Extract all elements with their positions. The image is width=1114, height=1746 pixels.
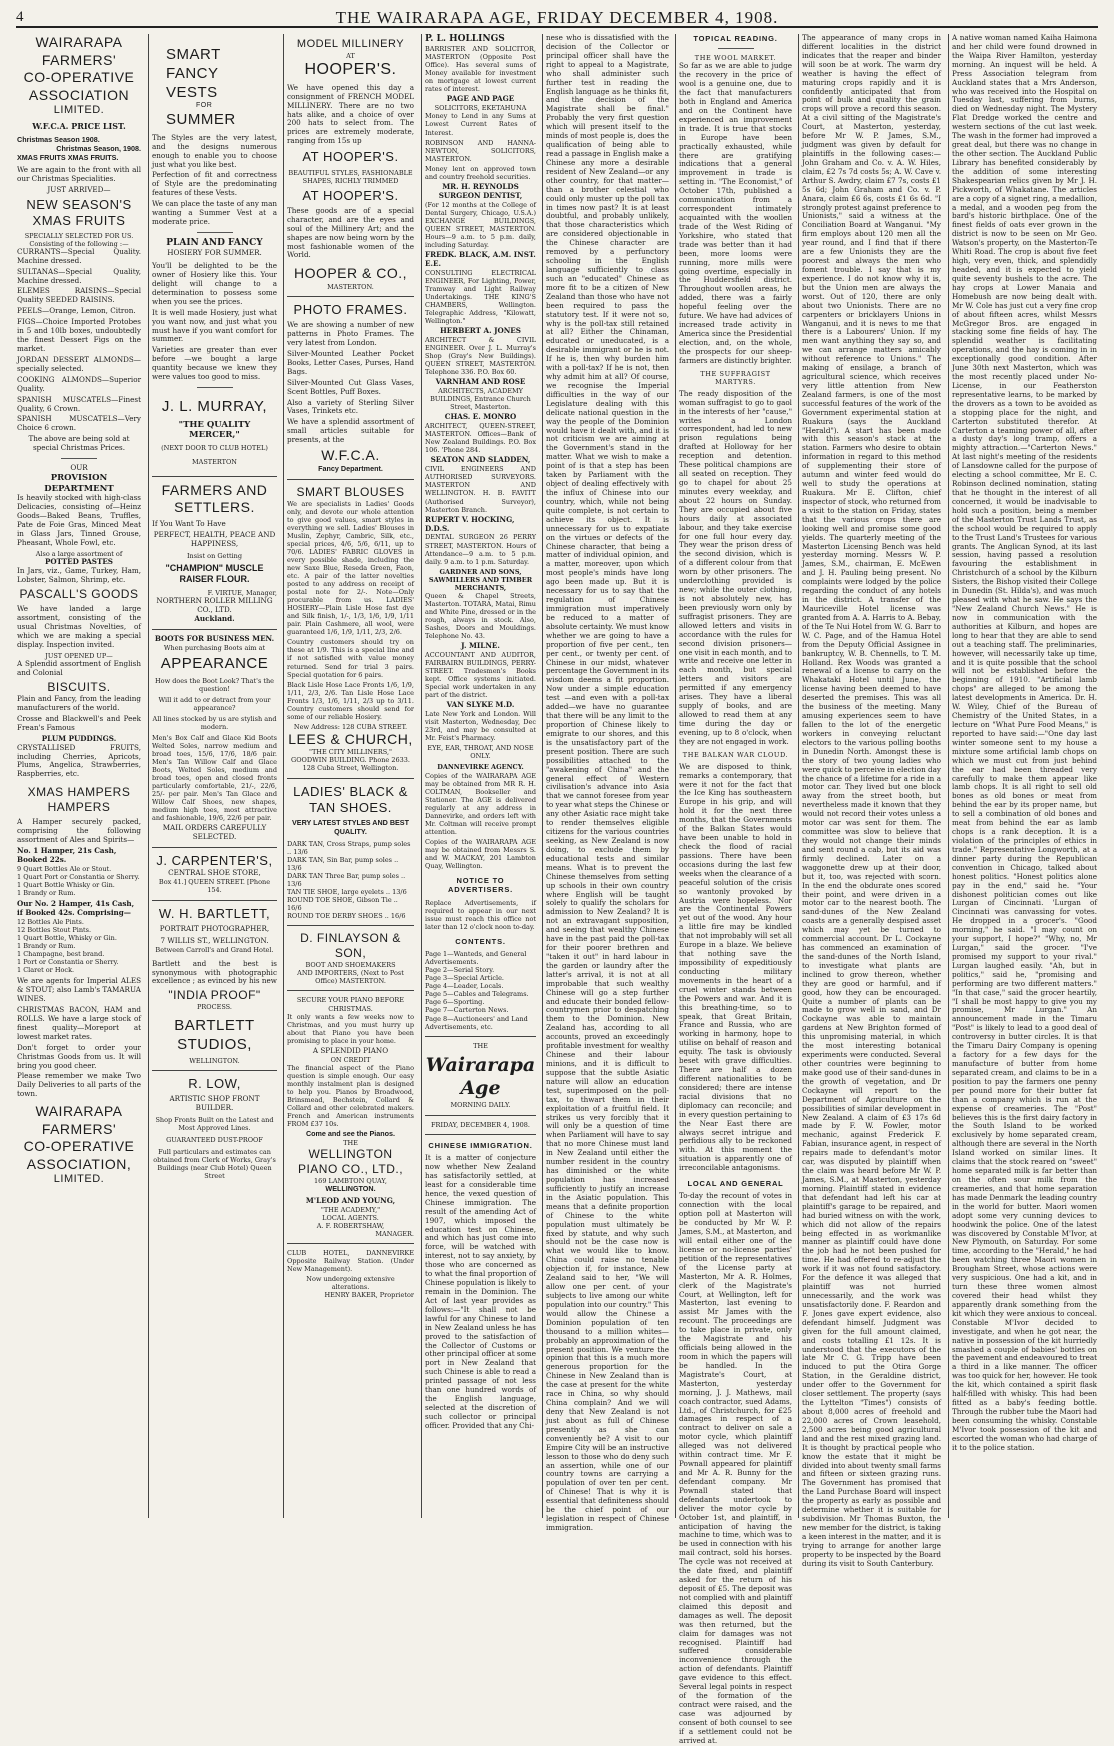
if-want: If You Want To Have bbox=[152, 518, 226, 528]
manager-line: MANAGER. bbox=[375, 1230, 414, 1239]
vests-text: The Styles are the very latest, and the designs numerous enough to enable you to choose just what you like best. bbox=[152, 132, 277, 169]
just-arrived: JUST ARRIVED— bbox=[47, 185, 111, 195]
biscuits-heading: BISCUITS. bbox=[47, 679, 111, 694]
jones-text: ARCHITECT & CIVIL ENGINEER. Over J. L. Murray's Shop (Gray's New Buildings). QUEEN STREET, MASTERTON. Telephone 336. P.O. Box 60. bbox=[425, 336, 536, 377]
best-text: Bartlett and the best is synonymous with photographic excellence ; as evinced by his new bbox=[152, 958, 277, 986]
paper-title: Wairarapa Age bbox=[425, 1053, 536, 1100]
hamper-item: 1 Champagne, best brand. bbox=[17, 950, 105, 959]
our-line: OUR bbox=[70, 463, 88, 473]
price-list-heading: W.F.C.A. PRICE LIST. bbox=[32, 120, 126, 131]
these-text: These goods are of a special character, and are the eyes and soul of the Millinery Art; and the shapes are now being worn by the most fashionable women of the World. bbox=[287, 205, 414, 260]
fruit-item: PEELS—Orange, Lemon, Citron. bbox=[17, 306, 136, 316]
hoopers-heading: HOOPER'S. bbox=[304, 60, 397, 78]
topical-heading: TOPICAL READING. bbox=[693, 34, 778, 43]
deliveries-text: Please remember we make Two Daily Deliveries to all parts of the town. bbox=[17, 1071, 141, 1099]
hamper-item: 12 Bottles Ale Pints. bbox=[17, 917, 84, 926]
org-line: ASSOCIATION, bbox=[26, 1155, 132, 1172]
fruit-item: COOKING ALMONDS—Superior Quality. bbox=[17, 374, 141, 393]
boot-makers: BOOT AND SHOEMAKERS bbox=[305, 961, 396, 970]
hollings-heading: P. L. HOLLINGS bbox=[425, 34, 505, 44]
divider bbox=[152, 847, 277, 848]
hamper-no2-list bbox=[17, 918, 141, 974]
column-leader bbox=[542, 33, 672, 1532]
plum-heading: PLUM PUDDINGS. bbox=[41, 733, 117, 743]
carpenter-heading: J. CARPENTER'S, bbox=[156, 853, 273, 869]
xmas-fruits-line: XMAS FRUITS XMAS FRUITS. bbox=[17, 152, 119, 162]
insist-line: Insist on Getting bbox=[186, 551, 243, 560]
fruit-item: SULTANAS—Special Quality, Machine dressed. bbox=[17, 266, 141, 285]
carpenter-address: Box 41.] QUEEN STREET. [Phone 154. bbox=[158, 878, 271, 895]
robinson-text: Money lent on approved town and country freehold securities. bbox=[425, 164, 536, 181]
hamper-item: 1 Brandy or Rum. bbox=[17, 942, 76, 951]
hollings-text: BARRISTER AND SOLICITOR, MASTERTON (Opposite Post Office). Has several sums of Money available for investment on mortgage at lowest current rates of interest. bbox=[425, 45, 536, 94]
local-agents: LOCAL AGENTS. bbox=[322, 1214, 379, 1223]
divider bbox=[718, 48, 754, 49]
contents-item: Page 4—Leader, Locals. bbox=[425, 982, 504, 991]
hosiery-heading: HOSIERY FOR SUMMER. bbox=[167, 248, 262, 258]
local-heading: LOCAL AND GENERAL bbox=[687, 1179, 784, 1189]
virtue-line: F. VIRTUE, Manager, bbox=[207, 589, 277, 598]
next-door: (NEXT DOOR TO CLUB HOTEL) bbox=[161, 443, 268, 452]
pascall-heading: PASCALL'S GOODS bbox=[19, 587, 139, 602]
ladies-shoes-heading: LADIES' BLACK & TAN SHOES. bbox=[293, 783, 408, 815]
wool-heading: THE WOOL MARKET. bbox=[694, 54, 777, 63]
shoe-item: TAN TIE SHOE, large eyelets .. 13/6 bbox=[287, 888, 407, 897]
page-text: SOLICITORS, EKETAHUNA bbox=[434, 104, 527, 113]
between-line: Between Carroll's and Grand Hotel. bbox=[155, 945, 274, 954]
dannevirke-text: Copies of the WAIRARAPA AGE may be obtained from MR R. H. COLTMAN, Bookseller and Stationer. The AGE is delivered regularly at any address in Dannevirke, and orders left with Mr. Coltman will receive prompt attention. bbox=[425, 771, 536, 836]
selected-line: SPECIALLY SELECTED FOR US. bbox=[24, 231, 134, 240]
hamper-item: 1 Claret or Hock. bbox=[17, 966, 75, 975]
season-line: Christmas Season 1908. bbox=[17, 134, 100, 144]
column-ads-2 bbox=[148, 34, 280, 1518]
newspaper-title: THE WAIRARAPA AGE, FRIDAY DECEMBER 4, 1908. bbox=[335, 8, 779, 27]
hosiery-text: You'll be delighted to be the owner of Hosiery like this. Your delight will change to a determination to possess some when you see the prices. bbox=[152, 261, 277, 306]
murray-town: MASTERTON bbox=[191, 457, 237, 466]
divider bbox=[197, 232, 233, 233]
monro-text: ARCHITECT, QUEEN-STREET, MASTERTON. Offices—Bank of New Zealand Buildings. P.O. Box 106. 'Phone 284. bbox=[425, 422, 536, 455]
crosse-text: Crosse and Blackwell's and Peek Frean's Famous bbox=[17, 713, 141, 732]
beautiful-line: BEAUTIFUL STYLES, FASHIONABLE SHAPES, RICHLY TRIMMED bbox=[288, 168, 413, 185]
dannevirke-heading: DANNEVIRKE AGENCY. bbox=[437, 763, 524, 772]
baker-line: HENRY BAKER, Proprietor bbox=[324, 1291, 414, 1300]
org-line: FARMERS' bbox=[41, 1120, 117, 1137]
slyke-text: Late New York and London. Will visit Masterton, Wednesday, Dec 23rd, and may be consulted at Mr. Feist's Pharmacy. bbox=[425, 710, 536, 743]
health-line: PERFECT, HEALTH, PEACE AND HAPPINESS, bbox=[153, 529, 276, 548]
reynolds-heading: MR. H. REYNOLDS SURGEON DENTIST, bbox=[438, 181, 523, 200]
robertshaw-line: A. F. ROBERTSHAW, bbox=[316, 1222, 385, 1231]
purchasing-line: When purchasing Boots aim at bbox=[163, 643, 266, 652]
balkan-heading: THE BALKAN WAR CLOUD. bbox=[682, 750, 789, 759]
opened-text: We have opened this day a consignment of FRENCH MODEL MILLINERY. There are no two hats alike, and a choice of over 200 hats to select from. The prices are extremely moderate, ranging from 15s up bbox=[287, 82, 414, 146]
at-hoopers-2: AT HOOPER'S. bbox=[302, 187, 399, 203]
the-line: THE bbox=[343, 1139, 358, 1148]
black-heading: FREDK. BLACK, A.M. INST. E.E. bbox=[425, 249, 536, 268]
finlayson-heading: D. FINLAYSON & SON, bbox=[300, 931, 401, 961]
divider bbox=[61, 458, 97, 459]
divider bbox=[152, 629, 277, 630]
biscuits-text: Plain and Fancy, from the leading manufacturers of the world. bbox=[17, 693, 141, 712]
wool-text: So far as we are able to judge the recovery in the price of wool is a genuine one, due to the fact that manufacturers both in England and America and on the Continent have experienced an improvement in trade. It is true that stocks in Europe have been practically exhausted, while there are gratifying indications that a general improvement in trade is setting in. "The Economist," of October 17th, published a communication from a correspondent intimately acquainted with the woollen trade of the West Riding of Yorkshire, who stated that trade was better than it had been, more looms were running, more mills were going overtime, especially in the Huddersfield district. Throughout woollen areas, he added, there was a fairly hopeful feeling over the future. We have had advices of increased trade activity in America since the Presidential election, and, on the whole, the prospects for our sheep-farmers are distinctly brighter. bbox=[679, 61, 792, 365]
vests-heading bbox=[152, 46, 277, 130]
varieties-text: Varieties are greater than ever before —we bought a large quantity because we knew they were values too good to miss. bbox=[152, 345, 277, 382]
shoe-item: DARK TAN, Sin Bar, pump soles .. 13/6 bbox=[287, 855, 399, 873]
balkan-text: We are disposed to think, remarks a contemporary, that were it not for the fact that the Ice King has southeastern Europe in his grip, and will hold it for the next three months, that the Governments of the Balkan States would have been unable to hold in check the flood of racial passions. There have been occasions during the last few weeks when the clearance of a peaceful solution of the crisis so wantonly provoked by Austria were hopeless. Nor are the Continental Powers yet out of the wood. Any hour a little fire may be kindled that not improbably will set all Europe in a blaze. We believe that nothing save the impossibility of expeditiously conducting military movements in the heart of a cruel winter stands between the Powers and war. And it is this breathing-time, so to speak, that Great Britain, France and Russia, who are working in harmony, hope to utilise on behalf of reason and equity. The task is obviously beset with grave difficulties. There are half a dozen different nationalities to be considered; there are intense racial divisions that no diplomacy can reconcile; and in every question pertaining to the Near East there are always secret intrigue and perfidious ally to be reckoned with. At this moment the situation is apparently one of irreconcilable antagonisms. bbox=[679, 761, 792, 1173]
divider bbox=[287, 1243, 414, 1244]
milne-text: ACCOUNTANT AND AUDITOR, FAIRBAIRN BUILDINGS, PERRY-STREET. Tradesmen's Books kept. Office systems initiated. Special work undertaken in any part of the district. bbox=[425, 650, 536, 700]
column-local-news bbox=[798, 33, 944, 1568]
at-line: AT bbox=[346, 51, 355, 60]
column-professional-cards bbox=[421, 34, 539, 1518]
column-local-news-2 bbox=[948, 34, 1100, 1518]
hosiery-text2: It is well made Hosiery, just what you want now, and just what you must have if you want comfort for summer. bbox=[152, 307, 277, 344]
contents-item: Page 8—Auctioneers' and Land Advertisements, etc. bbox=[425, 1014, 528, 1031]
contents-item: Page 3—Special Article. bbox=[425, 974, 504, 983]
fruit-item: The above are being sold at special Christmas Prices. bbox=[28, 434, 130, 453]
hamper-item: 1 Quart Bottle, Whisky or Gin. bbox=[17, 934, 117, 942]
vests-line: VESTS bbox=[166, 83, 218, 101]
fruit-item: SPANISH MUSCATELS—Finest Quality, 6 Crown. bbox=[17, 394, 141, 413]
local-news-text: The appearance of many crops in different localities in the district indicates that the reaper and binder will soon be at work. The warm dry weather is having the effect of maturing crops rapidly and it is confidently anticipated that from point of bulk and quality the grain crops will prove a record this season. At a civil sitting of the Magistrate's Court, at Masterton, yesterday, before Mr W. P. James, S.M., judgment was given by default for plaintiffs in the following cases:—John Graham and Co. v. A. W. Hiles, claim, £2 7s 7d costs 5s; A. W. Cave v. Arthur S. Awdry, claim £7 7s, costs £1 5s 6d; John Graham and Co. v. P. Anara, claim £6 6s, costs £1 6s 6d. "I strongly protest against preference to Unionists," said a witness at the Conciliation Board at Wanganui. "My firm employs about 120 men all the year round, and I find that if there are a few Unionists they are the poorest and always the men who foment trouble. I say that is my experience. I do not know why it is, but the Union men are always the worst. Out of 120, there are only about two Unionists. There are no carpenters or bricklayers Unions in Wanganui, and it is news to me that there is a Labourers' Union. If my men want anything they say so, and we can arrange matters amicably without reference to Unions." The making of ensilage, a branch of agricultural science, which receives very little attention from New Zealand farmers, is one of the most successful features of the work of the Government experimental station at Ruakura (says the Auckland "Herald"). A start has been made with this season's stack at the station. Farmers who desire to obtain information in regard to this method of supplementing their store of autumn and winter feed would do well to study the operations at Ruakura. Mr E. Clifton, chief inspector of stock, who returned from a visit to the station on Friday, states that the various crops there are looking well and promise some good yields. The quarterly meeting of the Masterton Licensing Bench was held yesterday morning. Messrs W. P. James, S.M., chairman, E. McEwen and J. H. Pauling being present. No complaints were lodged by the police regarding the conduct of any hotels in the district. A transfer of the Mauriceville Hotel license was granted from A. A. Harris to A. Bebay, of the Te Nui Hotel from W. G. Barr to W. C. Page, and of the Hamua Hotel from the Deputy Official Assignee in bankruptcy, W. B. Chennells, to T. M. Holland. Rex Woods was granted a renewal of a license to carry on the Whakataki Hotel until June, the license having been deemed to have deserted the premises. This was all the business of the meeting. Many amusing experiences seem to have fallen to the lot of the energetic workers in conveying reluctant electors to the various polling booths in Dunedin North. Amongst these is the story of two young ladies who were quick to perceive in election day the chance of a lifetime for a ride in a motor car. They lived but one block away from the street booth, but nevertheless made it known that they would not record their votes unless a motor car was sent for them. The committee was slow to believe that they would not change their minds and sent round a cab, but its aid was firmly declined. Later on a waggonette drew up at their door, but it, too, was rejected with scorn. In the end the obdurate ones scored their point, and were driven in a motor car to the nearest booth. The sand-dunes of the New Zealand coasts are a generally despised asset which may yet be turned to commercial account. Dr L. Cockayne has commenced an examination of the sand-dunes of the North Island, to investigate what plants are inclined to grow thereon, whether they are good or harmful, and if good, how they can be encouraged. Quite a number of plants can be made to grow well in sand, and Dr Cockayne was able to maintain gardens at New Brighton formed of this unpromising material, in which the most interesting botanical experiments were conducted. Several other countries were beginning to make good use of their sand-dunes in the growth of vegetation, and Dr Cockayne will report to the Department of Agriculture on the possibilities of similar development in New Zealand. A claim of £3 17s 6d made by F. W. Fowler, motor mechanic, against Frederick F. Fabian, insurance agent, in respect of repairs made to defendant's motor car, was disputed by plaintiff when the claim was heard before Mr W. P. James, S.M., at Masterton, yesterday morning. Plaintiff stated in evidence that defendant had left his car at plaintiff's garage to be repaired, and had buried witness on with the work, which did not allow of the repairs being effected in as workmanlike manner as plaintiff could have done the job had he not been pushed for time. He had offered to re-adjust the work if it was not found satisfactory. For the defence it was alleged that plaintiff was not hurried unnecessarily, and the work was unsatisfactorily done. F. Reardon and F. Jones gave expert evidence, also defendant himself. Judgment was given for the full amount claimed, and costs totalling £1 12s. It is understood that the executors of the late Mr C. G. Tripp have been induced to put the Otira Gorge Station, in the Geraldine district, under offer to the Government for closer settlement. The property (says the Lyttelton "Times") consists of about 8,000 acres of freehold and 22,000 acres of Crown leasehold, 2,500 acres being good agricultural land and the rest mixed grazing land. It is thought by practical people who know the estate that it might be divided into about twenty small farms and fifteen or sixteen grazing runs. The Government has promised that the Land Purchase Board will inspect the property as early as possible and determine whether it is suitable for subdivision. Mr Thomas Buxton, the new member for the district, is taking a keen interest in the matter, and it is trying to arrange for another large property to be inspected by the Board during its visit to South Canterbury. bbox=[802, 33, 941, 1568]
artistic-line: ARTISTIC SHOP FRONT BUILDER. bbox=[169, 1094, 260, 1113]
leader-text: It is a matter of conjecture now whether New Zealand has satisfactorily settled, at least for a considerable time hence, the vexed question of Chinese immigration. The result of the amending Act of 1907, which imposed the education test on Chinese, and which has just come into force, will be watched with interest, not to say anxiety, by those who are concerned as to what the final proportion of Chinese population is likely to remain in the Dominion. The Act of last year provides as follows:—"It shall not be lawful for any Chinese to land in New Zealand unless he has proved to the satisfaction of the Collector of Customs or other principal officer at some port in New Zealand that such Chinese is able to read a printed passage of not less than one hundred words of the English language, selected at the discretion of such collector or principal officer. Provided that any Chi- bbox=[425, 1153, 536, 1430]
pascall-text: We have landed a large assortment, consisting of the usual Christmas Novelties, of which we are making a special display. Inspection invited. bbox=[17, 604, 141, 650]
robinson: ROBINSON AND HANNA-NEWTON, SOLICITORS, MASTERTON. bbox=[425, 138, 536, 163]
secure-heading: SECURE YOUR PIANO BEFORE CHRISTMAS. bbox=[296, 996, 405, 1013]
contents-item: Page 7—Carterton News. bbox=[425, 1006, 509, 1015]
suffragist-heading: THE SUFFRAGIST MARTYRS. bbox=[700, 369, 771, 386]
chinese-heading: CHINESE IMMIGRATION. bbox=[428, 1140, 533, 1150]
column-wfca-ad bbox=[14, 34, 144, 1518]
reynolds-text: (For 12 months at the College of Dental Surgery, Chicago, U.S.A.) EXCHANGE BUILDINGS, QUEEN STREET, MASTERTON. Hours—9 a.m. to 5 p.m. daily, including Saturday. bbox=[425, 200, 536, 249]
varnham-text: ARCHITECTS, ACADEMY BUILDINGS, Entrance Church Street, Masterton. bbox=[430, 387, 531, 412]
divider bbox=[152, 476, 277, 477]
org-line: FARMERS' bbox=[41, 51, 117, 68]
studios-heading: BARTLETT STUDIOS, bbox=[174, 1017, 255, 1054]
shop-fronts: Shop Fronts Built on the Latest and Most Approved Lines. bbox=[155, 1116, 274, 1133]
shoe-item: ROUND TOE SHOE, Gibson Tie .. 16/6 bbox=[287, 896, 398, 913]
org-line: LIMITED. bbox=[53, 1173, 105, 1186]
blouses-text: We are specialists in Ladies' Goods only, and devote our whole attention to give good values, smart styles in everything we sell. Ladies' Blouses in Muslin, Zephyr, Cambric, Silk, etc., special prices, 4/6, 5/6, 6/11, up to 70/6. LADIES' FABRIC GLOVES in every possible shade, including the new Saxe Blue, Reseda Green, Faon, etc. A pair of the latter novelties posted to any address on receipt of postal note for 2/-. Note—Only procurable from us. LADIES' HOSIERY—Plain Lisle Hose fast dye and Silk finish, 1/-, 1/3, 1/6, 1/9, 1/11 pair. Plain Cashmere, all wool, were guaranteed 1/6, 1/9, 1/11, 2/3, 2/6. bbox=[287, 499, 414, 637]
vests-line: SMART bbox=[166, 46, 221, 63]
wellington-line: WELLINGTON. bbox=[189, 1056, 240, 1065]
issue-date: FRIDAY, DECEMBER 4, 1908. bbox=[431, 1120, 530, 1129]
suffragist-text: The ready disposition of the woman suffragist to go to gaol in the interests of her "cause," writes a London correspondent, had led to new prison regulations being drafted at Holloway for her reception and detention. These political champions are all seated on reception. They go to chapel for about 25 minutes every weekday, and about 22 hours on Sunday. They are occupied about five hours daily at associated labour, and they take exercise for one full hour every day. They wear the prison dress of the second division, which is of a different colour from that worn by other prisoners. The underclothing provided is new; while the outer clothing, is not absolutely new, has been previously worn only by suffragist prisoners. They are allowed letters and visits in accordance with the rules for second division prisoners—one visit in each month, and to write and receive one letter in each month, but special letters and visitors are permitted if any emergency arises. They have a liberal supply of books, and are allowed to read them at any time during the day or evening, up to 8 o'clock, when they are not engaged in work. bbox=[679, 388, 792, 746]
process-line: PROCESS. bbox=[197, 1003, 232, 1012]
vests-line: SUMMER bbox=[166, 111, 236, 128]
org-line: WAIRARAPA bbox=[35, 1103, 123, 1120]
org-name bbox=[17, 34, 141, 118]
contents-list bbox=[425, 950, 536, 1030]
divider bbox=[152, 900, 277, 901]
shoe-list bbox=[287, 840, 414, 920]
masthead bbox=[16, 6, 1098, 28]
hamper-no1: No. 1 Hamper, 21s Cash, Booked 22s. bbox=[17, 846, 117, 864]
bartlett-heading: W. H. BARTLETT, bbox=[158, 905, 271, 921]
leader-continued: nese who is dissatisfied with the decision of the Collector or principal officer shall have the right to appeal to a Magistrate, who shall administer such further test in reading the English language as he thinks fit, and the decision of the Magistrate shall be final." Probably the very first question which will present itself to the minds of most people is, does the qualification of being able to read a passage in English make a Chinese any more a desirable resident of New Zealand—or any other country, for that matter—than a brother celestial who could only muster up the poll tax in times now past? It is at least doubtful, and probably unlikely, that those characteristics which are considered objectionable in the Chinese character are removed by a perfunctory schooling in the English language sufficiently to class such an "educated" Chinese as more fit to be a citizen of New Zealand than those who have not been required to pass the statutory test. If it were not so, why is the poll-tax still retained at all? Either the Chinaman, educated or uneducated, is a desirable immigrant or he is not. If he is, then why burden him with a poll-tax? If he is not, then why admit him at all? Of course, we recognise the Imperial difficulties in the way of our Legislature dealing with this delicate national question in the way the people of the Dominion would have it dealt with, and it is not criticism we are aiming at the Government's stand in the matter. What we wish to make a point of is that a step has been taken by Parliament with the object of dealing effectively with the influx of Chinese into our country, which, while not being quite complete, is not certain to achieve its object. It is unnecessary for us to expatiate on the virtues or defects of the Chinese character, that being a matter of individual opinion, and a matter, moreover, upon which most people's minds have long ago been made up. But it is necessary for us to say that the regulation of Chinese immigration must imperatively be reduced to a matter of absolute certainty. We must know whether we are going to have a proportion of five per cent., ten per cent., or twenty per cent. of Chinese in our midst, whatever percentage the Government in its wisdom deems a fit proportion. Now under a simple education test —and even with a poll-tax added—we have no guarantee that there will be any limit to the proportion of Chinese likely to emigrate to our shores, and this is the unsatisfactory part of the present position. There are such possibilities attached to the "awakening of China" and the general effect of Western civilisation's advance into Asia that we cannot foresee from year to year what steps the Chinese or any other Asiatic race might take to render themselves eligible citizens for the various countries seeking, as New Zealand is now doing, to exclude them by educational tests and similar means. What is to prevent the Chinese themselves from setting up schools in their own country where English will be taught solely to qualify the scholars for admission to New Zealand? It is not an extravagant supposition, and seeing that wealthy Chinese have in the past paid the poll-tax for their poorer brethren and "taken it out" in hard labour in the garden or laundry after the latter's arrival, it is not at all improbable that such wealthy Chinese will go a step further and educate their bonded fellow-countrymen prior to despatching them to the Dominion. New Zealand has, according to all accounts, proved an exceedingly profitable investment for wealthy Chinese and their labour minions, and it is difficult to suppose that the subtle Asiatic nature will allow an education test, superimposed on the poll-tax, to thwart them in their exploitation of a fruitful field. It strikes us very forcibly that it will only be a question of time when Parliament will have to say that no more Chinese must land in New Zealand until either the number resident in the country has diminished or the white population has increased sufficiently to justify an increase in the Asiatic population. This means that a definite proportion of Chinese to the white population must ultimately be fixed by statute, and why such should not be the case now is what we would like to know. China could raise no tenable objection if, for instance, New Zealand said to her, "We will allow one per cent. of your subjects to live among our white population into our country." This would allow the Chinese a Dominion population of ten thousand to a million whites—probably an approximation of the present position. We venture the opinion that this is a much more generous proportion for the Chinese in New Zealand than is the case at present for the white race in China, so why should China complain? And we will deny that New Zealand is not just about as full of Chinese presently as she can conveniently be? A visit to our Empire City will be an instructive lesson to those who do deny such an assertion, while one of our country towns are carrying a population of over ten per cent. of Chinese! That is why it is essential that definiteness should be the chief point of our legislation in respect of Chinese immigration. bbox=[546, 33, 669, 1532]
notice-heading: NOTICE TO ADVERTISERS. bbox=[447, 876, 514, 895]
org-line: CO-OPERATIVE bbox=[23, 1138, 135, 1155]
jones-heading: HERBERT A. JONES bbox=[440, 326, 521, 336]
farmers-heading: FARMERS AND SETTLERS. bbox=[161, 481, 268, 516]
local-text: To-day the recount of votes in connection with the local option poll at Masterton will be conducted by Mr W. P. James, S.M., at Masterton, and will entail either one of the license or no-license parties' petition of the representatives of the License party at Masterton, Mr A. R. Holmes, clerk of the Magistrate's Court, at Wellington, left for Masterton, last evening to assist Mr James with the recount. The proceedings are to take place in private, only the Magistrate and his officials being allowed in the room in which the papers will be handled. In the Magistrate's Court, at Masterton, yesterday morning, J. J. Mathews, mail coach contractor, sued Adams, Ltd., of Christchurch, for £25 damages in respect of a contract to deliver on sale a motor cycle, which plaintiff alleged was not delivered within contract time. Mr F. Pownall appeared for plaintiff and Mr A. R. Bunny for the defendant company. Mr Pownall stated that defendants undertook to deliver the motor cycle by October 1st, and plaintiff, in anticipation of having the machine to time, which was to be used in connection with his mail contract, sold his horses. The cycle was not received at the date fixed, and plaintiff asked for the return of his deposit of £5. The deposit was not complied with and plaintiff claimed this deposit and damages as well. The deposit was then returned, but the claim for damages was not recognised. Plaintiff had suffered considerable inconvenience through the action of defendants. Plaintiff gave evidence to this effect. Several legal points in respect of the formation of the contract were raised, and the case was adjourned by consent of both counsel to see if a settlement could not be arrived at. bbox=[679, 1191, 792, 1745]
page-money: Money to Lend in any Sums at Lowest Current Rates of Interest. bbox=[425, 112, 536, 137]
contents-item: Page 2—Serial Story. bbox=[425, 966, 495, 975]
mail-orders: MAIL ORDERS CAREFULLY SELECTED. bbox=[162, 823, 267, 842]
hamper-no2: Our No. 2 Hamper, 41s Cash, if Booked 42s. Comprising— bbox=[17, 899, 135, 917]
fruit-list bbox=[17, 248, 141, 453]
hooper-co: HOOPER & CO., bbox=[293, 265, 408, 282]
hooper-town: MASTERTON. bbox=[327, 282, 374, 291]
hamper-item: 1 Quart Bottle Whisky or Gin. bbox=[17, 880, 115, 889]
divider bbox=[197, 387, 233, 388]
shoe-item: DARK TAN Three Bar, pump soles .. 13/6 bbox=[287, 872, 406, 889]
page-heading: PAGE AND PAGE bbox=[446, 94, 515, 104]
agents-text: We are agents for Imperial ALES & STOUT; also Lamb's TAMARUA WINES. bbox=[17, 976, 141, 1004]
contents-heading: CONTENTS. bbox=[455, 936, 506, 946]
appearance-heading: APPEARANCE bbox=[160, 654, 269, 672]
quality-mercer: "THE QUALITY MERCER," bbox=[178, 419, 251, 441]
hamper-item: 1 Port or Constantia or Sherry. bbox=[17, 958, 119, 967]
photo-text: We are showing a number of new patterns in Photo Frames. The very latest from London. bbox=[287, 320, 414, 348]
hamper-item: 1 Quart Port or Constantia or Sherry. bbox=[17, 872, 140, 881]
at-hoopers: AT HOOPER'S. bbox=[302, 149, 399, 165]
splendid-line: A SPLENDID PIANO bbox=[312, 1045, 389, 1055]
just-opened: JUST OPENED UP— bbox=[45, 652, 113, 661]
lees-heading: LEES & CHURCH, bbox=[288, 730, 413, 747]
fruit-item: FIGS—Choice Imported Protobes in 5 and 10lb boxes, undoubtedly the finest Dessert Figs on the market. bbox=[17, 317, 141, 353]
all-lines: All lines stocked by us are stylish and modern. bbox=[152, 714, 277, 731]
divider bbox=[152, 1070, 277, 1071]
provision-text: Is heavily stocked with high-class Delicacies, consisting of—Heinz Goods—Baked Beans, Truffles, Pate de Foie Gras, Minced Meat in Glass Jars, Tinned Grouse, Pheasant, Whole Fowl, etc. bbox=[17, 493, 141, 547]
org-line: WAIRARAPA bbox=[35, 34, 123, 50]
hocking-text: DENTAL SURGEON 26 PERRY STREET, MASTERTON. Hours of Attendance—9 a.m. to 5 p.m. daily. 9 a.m. to 1 p.m. Saturday. bbox=[425, 533, 536, 566]
dont-forget-text: Don't forget to order your Christmas Goods from us. It will bring you good cheer. bbox=[17, 1042, 141, 1070]
column-ads-3 bbox=[283, 34, 417, 1518]
divider bbox=[287, 296, 414, 297]
low-heading: R. LOW, bbox=[188, 1076, 241, 1091]
hamper-item: 12 Bottles Stout Pints. bbox=[17, 925, 92, 934]
lambton-line: 169 LAMBTON QUAY, bbox=[314, 1177, 387, 1186]
copies-text: Copies of the WAIRARAPA AGE may be obtained from Messrs S. and W. MACKAY, 201 Lambton Quay, Wellington. bbox=[425, 837, 536, 871]
divider bbox=[425, 1134, 536, 1135]
hamper-item: 1 Brandy or Rum. bbox=[17, 889, 76, 898]
gardner-heading: GARDNER AND SONS, SAWMILLERS AND TIMBER MERCHANTS, bbox=[428, 567, 533, 592]
guaranteed: GUARANTEED DUST-PROOF bbox=[166, 1136, 263, 1145]
particulars: Full particulars and estimates can obtained from Clerk of Works, Gray's Buildings (near Club Hotel) Queen Street bbox=[153, 1148, 276, 1181]
fruit-item: CURRANTS—Special Quality. Machine dressed. bbox=[17, 246, 141, 265]
hamper-item: 9 Quart Bottles Ale or Stout. bbox=[17, 864, 112, 873]
lace-text: Black Lisle Hose Lace Fronts 1/6, 1/9, 1/11, 2/3, 2/6. Tan Lisle Hose Lace Fronts 1/3, 1/6, 1/11, 2/3 up to 3/11. Country customers should send for some of our reliable Hosiery. bbox=[287, 680, 414, 721]
season-line: Christmas Season, 1908. bbox=[56, 143, 141, 153]
city-line: "THE CITY MILLINERS," bbox=[308, 748, 393, 757]
biscuits-intro: A Splendid assortment of English and Colonial bbox=[17, 659, 141, 678]
club-hotel: CLUB HOTEL, DANNEVIRKE Opposite Railway Station. (Under New Management). bbox=[287, 1249, 414, 1274]
divider bbox=[287, 479, 414, 480]
potted-intro: Also a large assortment of bbox=[35, 549, 123, 558]
vests-line: FOR bbox=[196, 102, 213, 110]
wpc-heading: WELLINGTON PIANO CO., LTD., bbox=[297, 1147, 404, 1177]
mleod-line: M'LEOD AND YOUNG, bbox=[305, 1196, 396, 1206]
perfection-text: Perfection of fit and correctness of Style are the predominating features of these Vests. bbox=[152, 170, 277, 198]
slyke-heading: VAN SLYKE M.D. bbox=[446, 700, 515, 710]
contents-item: Page 6—Sporting. bbox=[425, 998, 485, 1007]
divider bbox=[425, 1036, 536, 1037]
fancy-dept: Fancy Department. bbox=[318, 463, 383, 473]
provision-heading: PROVISION DEPARTMENT bbox=[44, 473, 114, 494]
morning-daily: MORNING DAILY. bbox=[450, 1100, 511, 1109]
hocking-heading: RUPERT V. HOCKING, D.D.S. bbox=[425, 514, 515, 533]
hamper-no1-list bbox=[17, 865, 141, 897]
potted-heading: POTTED PASTES bbox=[45, 556, 113, 566]
divider bbox=[287, 778, 414, 779]
financial-text: The financial aspect of the Piano question is simple enough. Our easy monthly instalment plan is designed to help you. Pianos by Broadwood, Brinsmead, Bechstein, Collard & Collard and other celebrated makers. French and American instruments FROM £37 10s. bbox=[287, 1063, 414, 1129]
slyke-ear: EYE, EAR, THROAT, AND NOSE ONLY. bbox=[427, 744, 534, 761]
photo-item: Also a variety of Sterling Silver Vases, Trinkets etc. bbox=[287, 397, 414, 416]
vests-line: FANCY bbox=[166, 64, 219, 82]
photo-item: Silver-Mounted Leather Pocket Books, Letter Cases, Purses, Hand Bags. bbox=[287, 348, 414, 376]
country-text: Country customers should try on these at 1/9. This is a special line and if not satisfied with value money returned. Send for trial 3 pairs. Special quotation for 6 pairs. bbox=[287, 638, 414, 679]
on-credit: ON CREDIT bbox=[330, 1055, 371, 1064]
blouses-heading: SMART BLOUSES bbox=[296, 484, 405, 499]
seaton-heading: SEATON AND SLADDEN, bbox=[430, 455, 531, 465]
page-number: 4 bbox=[16, 9, 24, 25]
new-season-heading: NEW SEASON'S XMAS FRUITS bbox=[26, 197, 132, 229]
contents-item: Page 5—Cables and Telegrams. bbox=[425, 990, 529, 999]
goodwin-line: GOODWIN BUILDING. Phone 2633. 128 Cuba Street, Wellington. bbox=[291, 756, 410, 773]
northern-line: NORTHERN ROLLER MILLING CO., LTD. bbox=[156, 596, 273, 615]
photo-item: Silver-Mounted Cut Glass Vases, Scent Bottles, Puff Boxes. bbox=[287, 377, 414, 396]
intro-text: We are again to the front with all our Christmas Specialities. bbox=[17, 165, 141, 184]
wfca-heading: W.F.C.A. bbox=[321, 447, 380, 464]
assortment-text: We have a splendid assortment of small articles suitable for presents, at the bbox=[287, 417, 414, 445]
varnham-heading: VARNHAM AND ROSE bbox=[435, 377, 526, 387]
photo-frames-heading: PHOTO FRAMES. bbox=[293, 301, 408, 317]
shoe-item: ROUND TOE DERBY SHOES .. 16/6 bbox=[287, 912, 406, 921]
potted-text: In Jars, viz., Game, Turkey, Ham, Lobster, Salmon, Shrimp, etc. bbox=[17, 565, 141, 584]
india-proof: "INDIA PROOF" bbox=[168, 988, 261, 1003]
importers-line: AND IMPORTERS, (Next to Post Office) MASTERTON. bbox=[297, 969, 404, 986]
auckland-line: Auckland. bbox=[194, 613, 235, 623]
consisting-line: Consisting of the following :— bbox=[29, 239, 129, 248]
notice-text: Replace Advertisements, if required to appear in our next issue must reach this office not later than 12 o'clock noon to-day. bbox=[425, 898, 536, 931]
crystallised-text: CRYSTALLISED FRUITS, including Cherries, Apricots, Plums, Angelica, Strawberries, Raspberries, etc. bbox=[17, 742, 141, 779]
hampers-heading: XMAS HAMPERS HAMPERS bbox=[27, 785, 131, 815]
divider bbox=[287, 925, 414, 926]
divider bbox=[425, 1115, 536, 1116]
monro-heading: CHAS. E. MONRO bbox=[444, 412, 517, 422]
portrait-line: PORTRAIT PHOTOGRAPHER, bbox=[159, 923, 270, 933]
latest-line: VERY LATEST STYLES AND BEST QUALITY. bbox=[291, 818, 409, 836]
shoe-item: DARK TAN, Cross Straps, pump soles .. 13/6 bbox=[287, 839, 411, 856]
local-news-text: A native woman named Kaiha Haimona and her child were found drowned in the Waipa River Hamilton, yesterday morning. An inquest will be held. A Press Association telegram from Auckland states that a Mrs Anderson, who was received into the Hospital on Tuesday last, suffering from burns, died on Wednesday night. The Mystery Flat Dredge worked the centre and western sections of the cut last week. The wash in the former had improved a great deal, but there was no change in the other section. The Auckland Public Library has benefited considerably by the addition of some interesting Shakespearian relics given by Mr J. H. Pickworth, of Whakatane. The articles are a copy of a signet ring, a medallion, a medal, and a wooden peg from the bard's historic birthplace. One of the finest fields of oats ever grown in the district is now to be seen on Mr Geo. Watson's property, on the Masterton-Te Whiti Road. The crop is about five feet high, very even, thick, and splendidly headed, and it is expected to yield quite seventy bushels to the acre. The hay crops at Lower Manaia and Homebush are now being dealt with. Mr W. Cole has just cut a very fine crop of about fifteen acres, whilst Messrs McGregor Bros. are engaged in stacking some fine fields of hay. The splendid weather is facilitating operations, and the hay is coming in in exceptionally good condition. After June 30th next Masterton, which was the most recently placed under No-License, in our Featherston representative learns, to be marked by the drovers as a town to be avoided as a stopping place for the night, and Carterton substituted therefor. At Carterton a teaming power of all, after a dusty day's long tramp, offers a mighty attraction.—"Carterton News." At last night's meeting of the residents of Lansdowne called for the purpose of electing a school committee, Mr E. C. Robinson declined nomination, stating that he thought in the interest of all concerned, it would be inadvisable to hold such a position, being a member of the Masterton Trust Lands Trust, as the school would be required to apply to the Trust Land's Trustees for various grants. The Anglican Synod, at its last session, having passed a resolution favouring the establishment in Christchurch of a school by the Kilburn Sisters, the Bishop visited their College in Dunedin (St. Hilda's), and was much pleased with what he saw. He says the "New Zealand Church News." He is now in communication with the authorities at Kilburn, and hopes are long to hear that they are able to send out a teaching staff. The preliminaries, however, will necessarily take up time, and it is quite possible that the school will not be established before the beginning of 1910. "Artificial lamb chops" are alleged to be among the latest developments in America. Dr. H. W. Wiley, Chief of the Bureau of Chemistry of the United States, in a lecture on "What Pure Food Means," is reported to have said:—"One day last winter someone sent to my house a mixture some artificial lamb chops on which we must cut from just behind the ear had been threaded very carefully to make them appear like lamb chops. It is all right to sell old bones as old bones or meat from behind the ear by its proper name, but to sell a combination of old bones and meat from behind the ear as lamb chops is a rank deception. It is a violation of the principles of ethics in trade." Representative Longworth, at a dinner party during the Republican convention in Chicago, talked about honest politics. "Honest politics alone pay in the end," said he. "Your dishonest politician comes out like Lurgan of Cincinnati. 'Lurgan of Cincinnati was canvassing for votes. He dropped in a grocer's. "Good morning," he said. "I may count on your support, I hope?" "Why, no, Mr Lurgan," said the grocer. "I've promised my support to your rival." Lurgan laughed easily. "Ah, but in politics," said he, "promising and performing are two different matters." "In that case," said the grocer heartily, "I shall be most happy to give you my promise, Mr Lurgan." An announcement made in the Timaru "Post" is likely to lead to a good deal of controversy in butter circles. It is that the Timaru Dairy Company is opening a factory for a few days for the manufacture of butter from home separated cream, and claims to be in a position to pay the farmers one penny per pound more for their butter fat than a company which is run at the expense of creameries. The "Post" believes this is the first dairy factory in the South Island to be worked exclusively by home separated cream, although there are several in the North Island worked on similar lines. It claims that the stock reared on "sweet" home separated milk is far better than on the often sour milk from the creameries, and that home separation has made Denmark the leading country in the world for butter. Maori women adopt some very cunning devices to hoodwink the police. One of the latest was discovered by Constable M'Ivor, at New Plymouth, on Saturday. For some time, according to the "Herald," he had been watching three Maori women in Brougham Street, whose actions were very suspicious. One had a kit, and in turn these three women almost covered their head whilst they apparently drank something from the kit which they were anxious to conceal. Constable M'Ivor decided to investigate, and when he got near, the native in possession of the kit hurriedly smashed a couple of babies' bottles on the pavement and endeavoured to treat a third in a like manner. The officer was too quick for her, however. He took the kit, which contained a spirit flask half-filled with whisky. This had been fitted as a baby's feeding bottle. Through the rubber tube the Maori had been consuming the whisky. Constable M'Ivor took possession of the kit and escorted the woman who had charge of it to the police station. bbox=[952, 33, 1097, 1452]
academy-line: "THE ACADEMY," bbox=[320, 1205, 381, 1214]
plain-fancy-heading: PLAIN AND FANCY bbox=[166, 237, 263, 248]
fruit-item: ELEMES RAISINS—Special Quality SEEDED RAISINS. bbox=[17, 286, 141, 305]
new-address: New Address: 128 CUBA STREET. bbox=[293, 722, 408, 731]
boot-items: Men's Box Calf and Glace Kid Boots Welted Soles, narrow medium and broad toes, 15/6, 17/6, 18/6 pair. Men's Tan Willow Calf and Glace Boots, Welted Soles, medium and broad toes, open and closed fronts particularly comfortable, 21/-, 22/6, 25/- per pair. Men's Tan Glace and Willow Calf Shoes, new shapes, medium high toes, most attractive and fashionable, 19/6, 22/6 per pair. bbox=[152, 733, 277, 823]
black-text: CONSULTING ELECTRICAL ENGINEER, For Lighting, Power, Tramway and Light Railway Undertakings. THE KING'S CHAMBERS, Wellington. Telegraphic Address, "Kilowatt, Wellington." bbox=[425, 268, 536, 326]
detract-line: Will it add to or detract from your appearance? bbox=[158, 695, 271, 712]
model-millinery: MODEL MILLINERY bbox=[296, 38, 405, 50]
divider bbox=[287, 990, 414, 991]
contents-item: Page 1—Wanteds, and General Advertisements. bbox=[425, 950, 527, 967]
seaton-text: CIVIL ENGINEERS AND AUTHORISED SURVEYORS. MASTERTON AND WELLINGTON. H. B. FAVITT (Authorised Surveyor), Masterton Branch. bbox=[425, 465, 536, 514]
champion-heading: "CHAMPION" MUSCLE RAISER FLOUR. bbox=[165, 562, 264, 584]
willis-line: 7 WILLIS ST., WELLINGTON. bbox=[160, 935, 269, 945]
come-line: Come and see the Pianos. bbox=[305, 1129, 396, 1139]
milne-heading: J. MILNE. bbox=[461, 641, 500, 651]
the-line: THE bbox=[473, 1041, 488, 1050]
fruit-item: SPANISH MUSCATELS—Very Choice 6 crown. bbox=[17, 414, 141, 433]
org-line: ASSOCIATION bbox=[28, 86, 130, 103]
gardner-text: Queen & Chapel Streets, Masterton. TOTARA, Matai, Rimu and White Pine, dressed or in the rough, always in stock. Also, Sashes, Doors and Mouldings. Telephone No. 43. bbox=[425, 591, 536, 641]
wpc-wellington: WELLINGTON. bbox=[325, 1184, 376, 1194]
column-topical bbox=[675, 34, 795, 1745]
murray-heading: J. L. MURRAY, bbox=[161, 398, 268, 416]
fruit-item: JORDAN DESSERT ALMONDS—specially selected. bbox=[17, 354, 141, 373]
boots-heading: BOOTS FOR BUSINESS MEN. bbox=[154, 633, 275, 643]
org-line: CO-OPERATIVE bbox=[23, 69, 135, 85]
central-line: CENTRAL SHOE STORE, bbox=[168, 868, 261, 878]
org-line: LIMITED. bbox=[53, 104, 105, 116]
how-does-line: How does the Boot Look? That's the question! bbox=[154, 676, 274, 693]
secure-text: It only wants a few weeks now to Christmas, and you must hurry up about that Piano you have been promising to place in your home. bbox=[287, 1012, 414, 1045]
renovations-line: Now undergoing extensive alterations. bbox=[306, 1275, 395, 1292]
bacon-text: CHRISTMAS BACON, HAM and ROLLS. We have a large stock of finest quality—Moreport at lowest market rates. bbox=[17, 1005, 141, 1041]
hamper-intro: A Hamper securely packed, comprising the following assortment of Ales and Spirits— bbox=[17, 817, 141, 845]
org-footer bbox=[17, 1103, 141, 1187]
place-text: We can place the taste of any man wanting a Summer Vest at a moderate price. bbox=[152, 199, 277, 227]
